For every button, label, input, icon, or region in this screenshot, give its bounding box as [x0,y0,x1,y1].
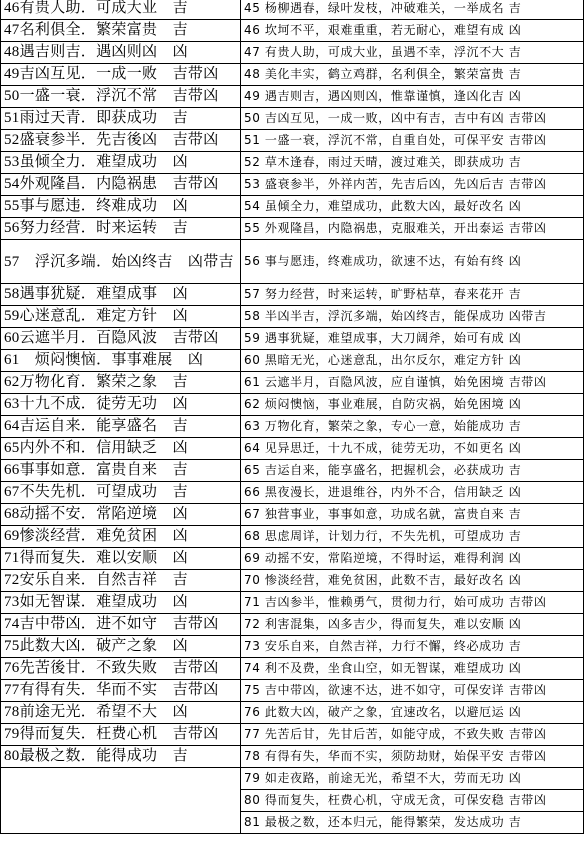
table-row [1,526,584,548]
left-cell: 73如无智谋．难望成功 凶 [1,592,241,614]
left-cell: 80最极之数．能得成功 吉 [1,746,241,768]
right-cell: 59 遇事犹疑，难望成事，大刀阔斧，始可有成 凶 [241,328,584,350]
table-row [1,350,584,372]
table-row [1,504,584,526]
left-cell: 77有得有失．华而不实 吉带凶 [1,680,241,702]
right-cell: 49 遇吉则吉，遇凶则凶，惟靠谨慎，逢凶化吉 凶 [241,86,584,108]
right-cell: 61 云遮半月，百隐风波，应自谨慎，始免困境 吉带凶 [241,372,584,394]
table-row [1,64,584,86]
table-row [1,42,584,64]
left-cell: 61 烦闷懊恼．事事难展 凶 [1,350,241,372]
left-cell: 67不失先机．可望成功 吉 [1,482,241,504]
table-row [1,680,584,702]
right-cell: 47 有贵人助，可成大业，虽遇不幸，浮沉不大 吉 [241,42,584,64]
table-row [1,328,584,350]
left-cell: 71得而复失．难以安顺 凶 [1,548,241,570]
right-cell: 50 吉凶互见，一成一败，凶中有吉，吉中有凶 吉带凶 [241,108,584,130]
table-row [1,482,584,504]
right-cell: 69 动摇不安，常陷逆境，不得时运，难得利润 凶 [241,548,584,570]
right-cell: 62 烦闷懊恼，事业难展，自防灾祸，始免困境 凶 [241,394,584,416]
table-row [1,152,584,174]
right-cell: 46 坎坷不平，艰难重重，若无耐心，难望有成 凶 [241,20,584,42]
left-cell [1,768,241,834]
right-cell: 54 虽倾全力，难望成功，此数大凶，最好改名 凶 [241,196,584,218]
left-cell: 79得而复失．枉费心机 吉带凶 [1,724,241,746]
right-cell: 71 吉凶参半，惟赖勇气，贯彻力行，始可成功 吉带凶 [241,592,584,614]
left-cell: 52盛衰参半．先吉後凶 吉带凶 [1,130,241,152]
right-cell: 58 半凶半吉，浮沉多端，始凶终吉，能保成功 凶带吉 [241,306,584,328]
table-row [1,0,584,20]
right-cell: 51 一盛一衰，浮沉不常，自重自处，可保平安 吉带凶 [241,130,584,152]
table-row [1,196,584,218]
table-row [1,746,584,768]
left-cell: 62万物化育．繁荣之象 吉 [1,372,241,394]
right-cell: 72 利害混集，凶多吉少，得而复失，难以安顺 凶 [241,614,584,636]
table-row [1,570,584,592]
right-cell: 48 美化丰实，鹤立鸡群，名利俱全，繁荣富贵 吉 [241,64,584,86]
table-row [1,702,584,724]
left-cell: 47名利俱全．繁荣富贵 吉 [1,20,241,42]
table-row [1,174,584,196]
left-cell: 69惨淡经营．难免贫困 凶 [1,526,241,548]
table-row [1,108,584,130]
right-cell: 78 有得有失，华而不实，须防劫财，始保平安 吉带凶 [241,746,584,768]
table-row [1,130,584,152]
left-cell: 64吉运自来．能享盛名 吉 [1,416,241,438]
table-row [1,416,584,438]
right-cell: 80 得而复失，枉费心机，守成无贪，可保安稳 吉带凶 [241,790,584,812]
left-cell: 48遇吉则吉．遇凶则凶 凶 [1,42,241,64]
left-cell: 57 浮沉多端．始凶终吉 凶带吉 [1,240,241,284]
left-cell: 75此数大凶．破产之象 凶 [1,636,241,658]
left-cell: 51雨过天青．即获成功 吉 [1,108,241,130]
right-cell: 79 如走夜路，前途无光，希望不大，劳而无功 凶 [241,768,584,790]
table-row [1,20,584,42]
right-cell: 73 安乐自来，自然吉祥，力行不懈，终必成功 吉 [241,636,584,658]
right-cell: 55 外观隆昌，内隐祸患，克服难关，开出泰运 吉带凶 [241,218,584,240]
left-cell: 65内外不和．信用缺乏 凶 [1,438,241,460]
table-row [1,240,584,284]
left-cell: 54外观隆昌．内隐祸患 吉带凶 [1,174,241,196]
left-cell: 72安乐自来．自然吉祥 吉 [1,570,241,592]
table-row [1,394,584,416]
table-row [1,592,584,614]
left-cell: 55事与愿违．终难成功 凶 [1,196,241,218]
left-cell: 50一盛一衰．浮沉不常 吉带凶 [1,86,241,108]
left-cell: 60云遮半月．百隐风波 吉带凶 [1,328,241,350]
right-cell: 75 吉中带凶，欲速不达，进不如守，可保安详 吉带凶 [241,680,584,702]
table-row [1,724,584,746]
right-cell: 70 惨淡经营，难免贫困，此数不吉，最好改名 凶 [241,570,584,592]
left-cell: 58遇事犹疑．难望成事 凶 [1,284,241,306]
table-row [1,768,584,790]
right-cell: 74 利不及费，坐食山空，如无智谋，难望成功 凶 [241,658,584,680]
left-cell: 53虽倾全力．难望成功 凶 [1,152,241,174]
right-cell: 60 黑暗无光，心迷意乱，出尔反尔，难定方针 凶 [241,350,584,372]
table-row [1,658,584,680]
table-row [1,284,584,306]
right-cell: 45 杨柳遇春，绿叶发枝，冲破难关，一举成名 吉 [241,0,584,20]
left-cell: 66事事如意．富贵自来 吉 [1,460,241,482]
right-cell: 67 独营事业，事事如意，功成名就，富贵自来 吉 [241,504,584,526]
right-cell: 68 思虑周详，计划力行，不失先机，可望成功 吉 [241,526,584,548]
right-cell: 81 最极之数，还本归元，能得繁荣，发达成功 吉 [241,812,584,834]
left-cell: 59心迷意乱．难定方针 凶 [1,306,241,328]
table-row [1,438,584,460]
table-row [1,218,584,240]
table-row [1,306,584,328]
right-cell: 56 事与愿违，终难成功，欲速不达，有始有终 凶 [241,240,584,284]
right-cell: 57 努力经营，时来运转，旷野枯草，春来花开 吉 [241,284,584,306]
right-cell: 66 黑夜漫长，进退维谷，内外不合，信用缺乏 凶 [241,482,584,504]
right-cell: 63 万物化育，繁荣之象，专心一意，始能成功 吉 [241,416,584,438]
table-row [1,636,584,658]
left-cell: 63十九不成．徒劳无功 凶 [1,394,241,416]
table-row [1,614,584,636]
right-cell: 52 草木逢春，雨过天晴，渡过难关，即获成功 吉 [241,152,584,174]
left-cell: 46有贵人助．可成大业 吉 [1,0,241,20]
right-cell: 76 此数大凶，破产之象，宜速改名，以避厄运 凶 [241,702,584,724]
right-cell: 64 见异思迁，十九不成，徒劳无功，不如更名 凶 [241,438,584,460]
left-cell: 68动摇不安．常陷逆境 凶 [1,504,241,526]
right-cell: 77 先苦后甘，先甘后苦，如能守成，不致失败 吉带凶 [241,724,584,746]
left-cell: 49吉凶互见．一成一败 吉带凶 [1,64,241,86]
table-row [1,548,584,570]
table-row [1,372,584,394]
right-cell: 65 吉运自来，能享盛名，把握机会，必获成功 吉 [241,460,584,482]
left-cell: 76先苦後甘．不致失败 吉带凶 [1,658,241,680]
left-cell: 74吉中带凶．进不如守 吉带凶 [1,614,241,636]
right-cell: 53 盛衰参半，外祥内苦，先吉后凶，先凶后吉 吉带凶 [241,174,584,196]
left-cell: 78前途无光．希望不大 凶 [1,702,241,724]
table-row [1,460,584,482]
left-cell: 56努力经营．时来运转 吉 [1,218,241,240]
fortune-table-body [1,0,584,834]
table-row [1,86,584,108]
